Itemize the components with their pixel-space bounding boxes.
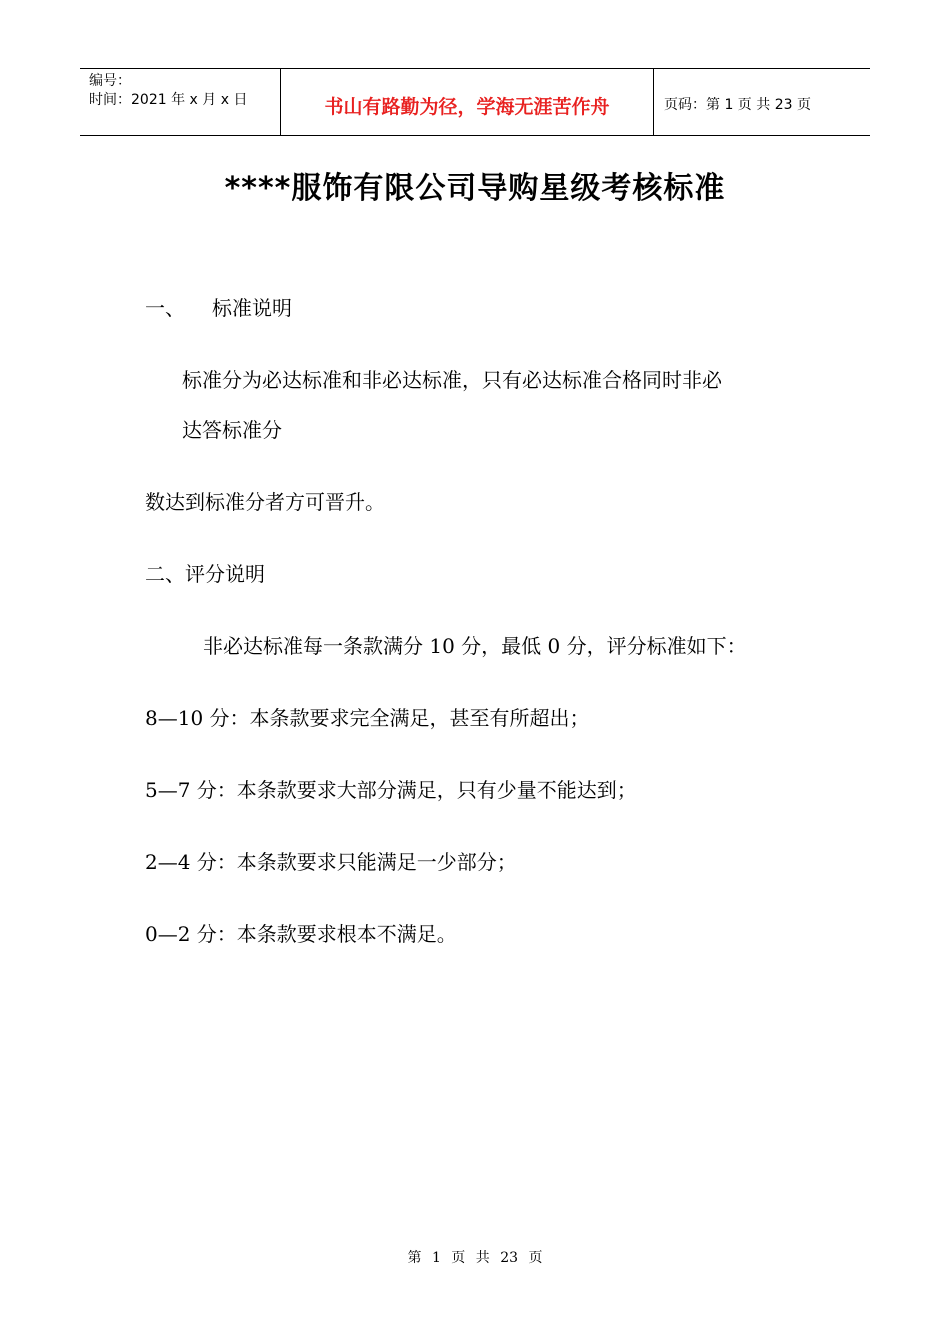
section2-heading: 二、评分说明 — [145, 562, 265, 586]
score-rule-item: 0—2 分：本条款要求根本不满足。 — [145, 922, 457, 946]
section1-heading: 标准说明 — [212, 296, 292, 320]
motto-text: 书山有路勤为径，学海无涯苦作舟 — [324, 95, 610, 118]
score-rule-item: 2—4 分：本条款要求只能满足一少部分； — [145, 850, 517, 874]
score-rule-item: 8—10 分：本条款要求完全满足，甚至有所超出； — [145, 706, 590, 730]
section1-number: 一、 — [145, 296, 185, 320]
header-motto-cell — [281, 69, 654, 135]
paragraph-line: 非必达标准每一条款满分 10 分，最低 0 分，评分标准如下： — [203, 634, 747, 658]
page-footer: 第 1 页 共 23 页 — [407, 1250, 543, 1266]
paragraph-line: 标准分为必达标准和非必达标准，只有必达标准合格同时非必 — [182, 368, 722, 392]
paragraph-line: 数达到标准分者方可晋升。 — [145, 490, 385, 514]
document-title: ****服饰有限公司导购星级考核标准 — [224, 171, 726, 206]
page-header — [80, 68, 870, 136]
date-label: 时间：2021 年 x 月 x 日 — [89, 92, 248, 108]
paragraph-line: 达答标准分 — [182, 418, 282, 442]
score-rule-item: 5—7 分：本条款要求大部分满足，只有少量不能达到； — [145, 778, 637, 802]
header-meta-cell — [80, 69, 281, 135]
page-info: 页码：第 1 页 共 23 页 — [664, 97, 811, 113]
header-page-cell — [654, 69, 870, 135]
number-label: 编号： — [89, 73, 131, 89]
